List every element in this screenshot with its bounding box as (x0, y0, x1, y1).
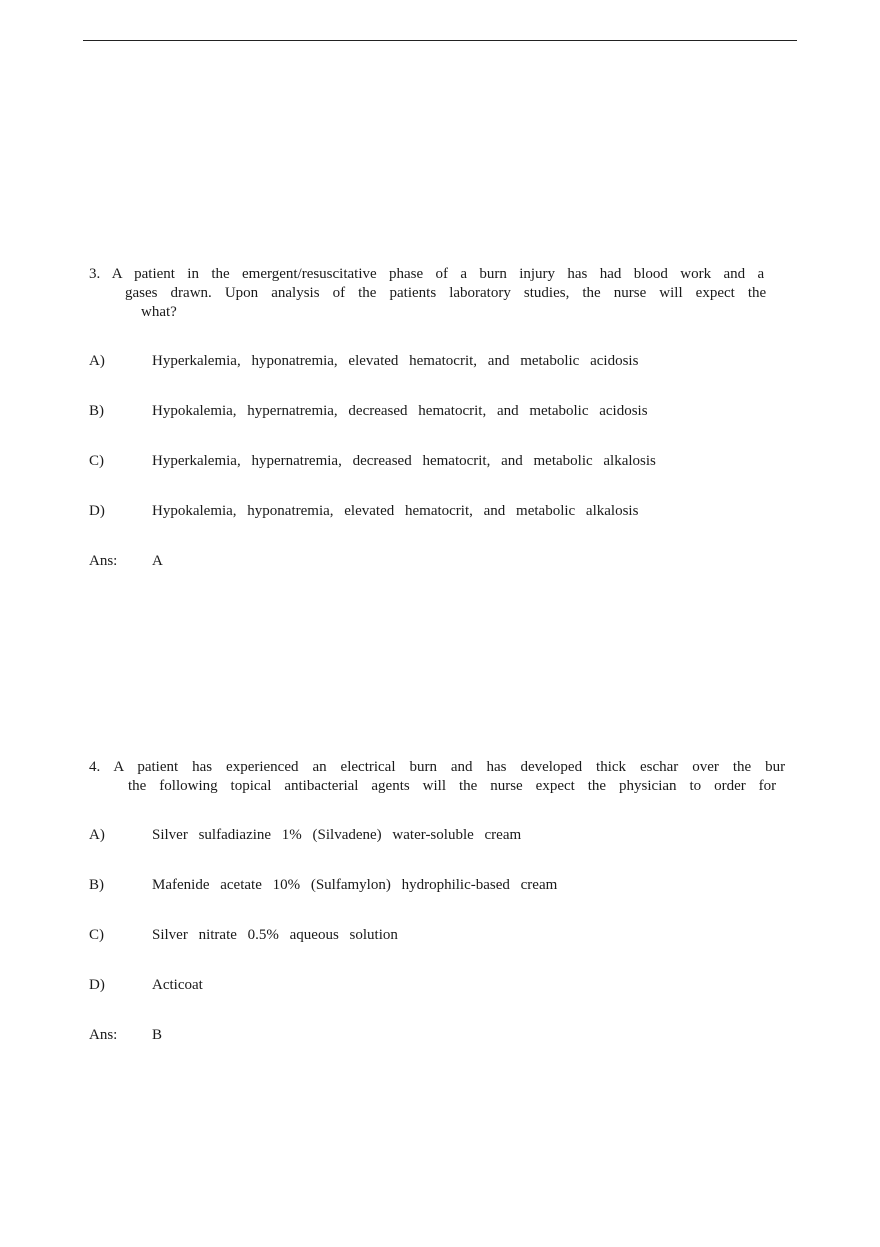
option-label: C) (89, 927, 104, 943)
option-text: Hyperkalemia, hypernatremia, decreased hematocrit, and metabolic alkalosis (152, 453, 656, 469)
option-label: A) (89, 353, 105, 369)
option-c (89, 926, 398, 944)
answer-label: Ans: (89, 1027, 118, 1043)
answer-value: A (152, 553, 163, 569)
header-rule (83, 40, 797, 41)
option-label: B) (89, 877, 104, 893)
option-label: B) (89, 403, 104, 419)
question-number: 4. (89, 759, 101, 775)
option-label: C) (89, 453, 104, 469)
answer (89, 552, 163, 570)
option-text: Hypokalemia, hyponatremia, elevated hematocrit, and metabolic alkalosis (152, 503, 639, 519)
option-text: Acticoat (152, 977, 203, 993)
option-label: D) (89, 503, 105, 519)
option-text: Hypokalemia, hypernatremia, decreased hematocrit, and metabolic acidosis (152, 403, 648, 419)
question-3-stem-line-1 (89, 265, 764, 283)
option-text: Silver sulfadiazine 1% (Silvadene) water-soluble cream (152, 827, 522, 843)
option-b (89, 402, 648, 420)
question-stem-text: A patient has experienced an electrical burn and has developed thick eschar over the bur (113, 759, 786, 775)
option-d (89, 976, 203, 994)
option-text: Mafenide acetate 10% (Sulfamylon) hydrophilic-based cream (152, 877, 558, 893)
option-c (89, 452, 656, 470)
question-3-stem-line-3: what? (141, 304, 177, 320)
question-stem-text: A patient in the emergent/resuscitative phase of a burn injury has had blood work and a (111, 266, 765, 282)
option-a (89, 352, 638, 370)
option-text: Silver nitrate 0.5% aqueous solution (152, 927, 398, 943)
option-label: D) (89, 977, 105, 993)
question-number: 3. (89, 266, 101, 282)
answer-value: B (152, 1027, 163, 1043)
option-text: Hyperkalemia, hyponatremia, elevated hematocrit, and metabolic acidosis (152, 353, 639, 369)
answer-label: Ans: (89, 553, 118, 569)
question-3-stem-line-2: gases drawn. Upon analysis of the patients laboratory studies, the nurse will expect the (125, 285, 767, 301)
option-a (89, 826, 521, 844)
option-label: A) (89, 827, 105, 843)
option-b (89, 876, 557, 894)
option-d (89, 502, 638, 520)
question-4-stem-line-1 (89, 758, 785, 776)
answer (89, 1026, 162, 1044)
question-4-stem-line-2: the following topical antibacterial agents will the nurse expect the physician to order for (128, 778, 777, 794)
